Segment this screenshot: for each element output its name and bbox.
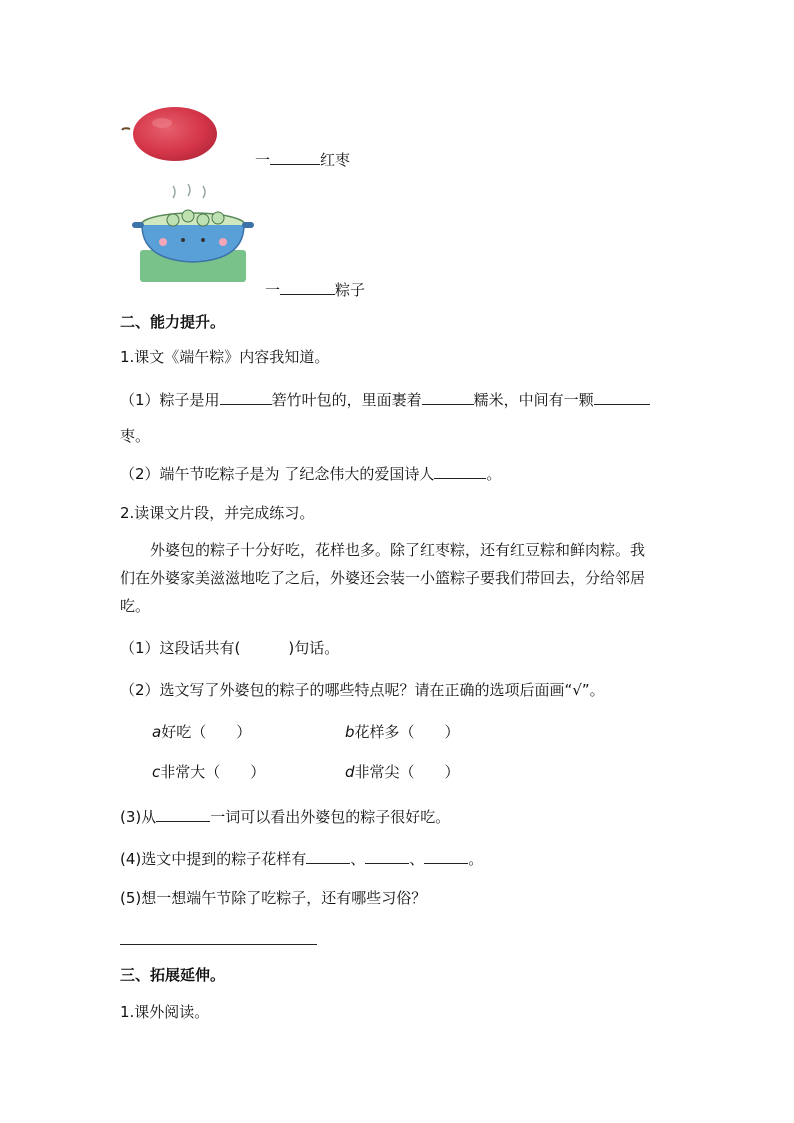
passage-line-3: 吃。 xyxy=(120,597,151,615)
section3-heading: 三、拓展延伸。 xyxy=(120,966,226,984)
zongzi-steamer-illustration xyxy=(128,180,258,285)
section2-heading: 二、能力提升。 xyxy=(120,313,226,331)
q2-s4-blank1[interactable] xyxy=(306,847,350,864)
q2-title: 2.读课文片段，并完成练习。 xyxy=(120,504,315,522)
zongzi-item: 一 粽子 xyxy=(265,278,365,300)
q2-s4-blank2[interactable] xyxy=(365,847,409,864)
jujube-blank[interactable] xyxy=(270,148,320,165)
q2-s5-answer-line[interactable] xyxy=(120,944,317,945)
q1-sub2: （2）端午节吃粽子是为 了纪念伟大的爱国诗人 。 xyxy=(120,462,501,484)
option-d: d非常尖（ ） xyxy=(345,763,460,781)
q1-sub2-blank[interactable] xyxy=(434,462,486,479)
jujube-item: 一 红枣 xyxy=(255,148,350,170)
section3-q1: 1.课外阅读。 xyxy=(120,1003,210,1021)
option-c: c非常大（ ） xyxy=(152,763,266,781)
q1-sub1-blank3[interactable] xyxy=(594,388,650,405)
q1-title: 1.课文《端午粽》内容我知道。 xyxy=(120,348,330,366)
q2-s1: （1）这段话共有( )句话。 xyxy=(120,639,340,657)
zongzi-blank[interactable] xyxy=(280,278,335,295)
q1-sub1-line1: （1）粽子是用 箬竹叶包的，里面裹着 糯米，中间有一颗 xyxy=(120,388,650,410)
q2-s2: （2）选文写了外婆包的粽子的哪些特点呢？请在正确的选项后面画“√”。 xyxy=(120,681,605,699)
q1-sub1-blank2[interactable] xyxy=(422,388,474,405)
passage-line-2: 们在外婆家美滋滋地吃了之后，外婆还会装一小篮粽子要我们带回去，分给邻居 xyxy=(120,569,646,587)
option-a: a好吃（ ） xyxy=(152,723,252,741)
q2-s4-blank3[interactable] xyxy=(424,847,468,864)
q2-s4: (4)选文中提到的粽子花样有 、 、 。 xyxy=(120,847,483,869)
passage-line-1: 外婆包的粽子十分好吃，花样也多。除了红枣粽，还有红豆粽和鲜肉粽。我 xyxy=(150,541,646,559)
q1-sub1-blank1[interactable] xyxy=(220,388,272,405)
q1-sub1-line2: 枣。 xyxy=(120,427,151,445)
q2-s5: (5)想一想端午节除了吃粽子，还有哪些习俗？ xyxy=(120,889,427,907)
q2-s3: (3)从 一词可以看出外婆包的粽子很好吃。 xyxy=(120,805,450,827)
jujube-illustration xyxy=(120,105,220,163)
q2-s3-blank[interactable] xyxy=(156,805,210,822)
option-b: b花样多（ ） xyxy=(345,723,460,741)
